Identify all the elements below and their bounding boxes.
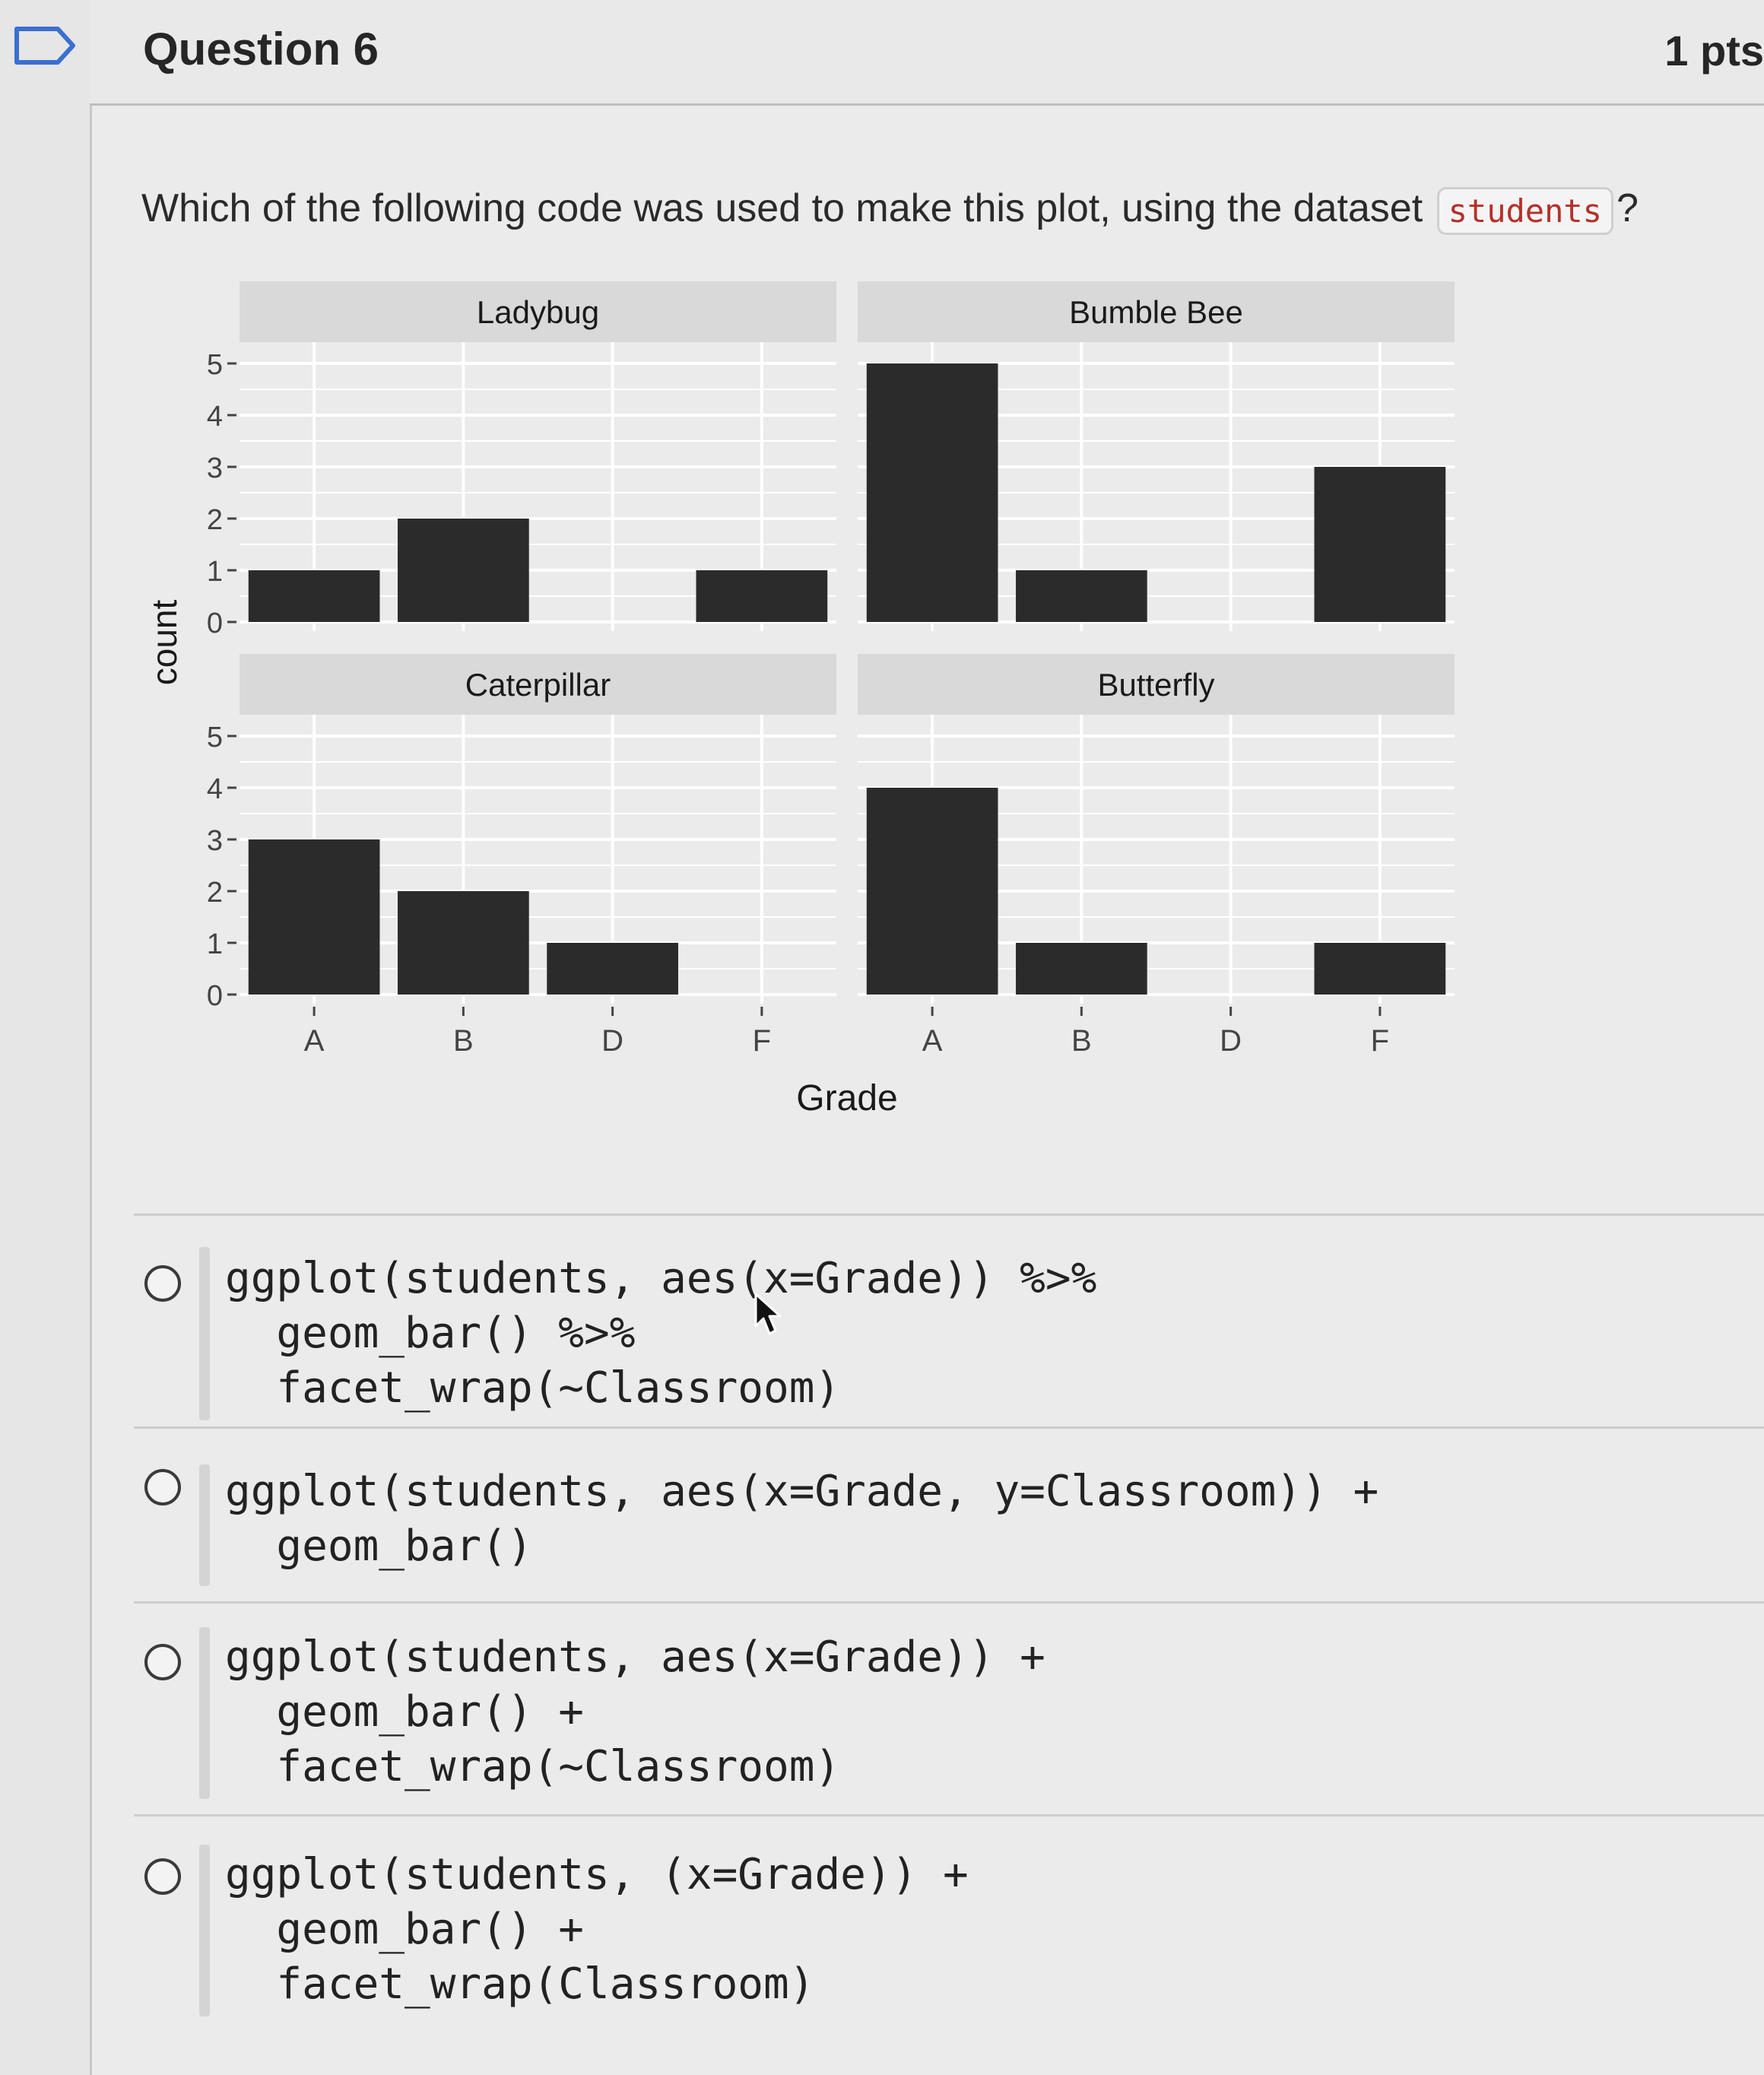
y-tick-label: 4 bbox=[206, 773, 223, 805]
option-code bbox=[225, 1252, 1096, 1416]
facet-label: Caterpillar bbox=[465, 667, 611, 703]
prompt-suffix: ? bbox=[1616, 186, 1639, 230]
plot-svg bbox=[137, 274, 1505, 1156]
facet-label: Ladybug bbox=[476, 294, 600, 330]
option-code bbox=[225, 1464, 1379, 1574]
dataset-code-chip: students bbox=[1437, 187, 1613, 235]
y-tick-label: 5 bbox=[206, 349, 223, 381]
y-tick-label: 2 bbox=[206, 877, 223, 909]
code-line: geom_bar() + bbox=[225, 1687, 585, 1737]
radio-button-icon[interactable] bbox=[144, 1469, 181, 1505]
y-tick-label: 1 bbox=[206, 556, 223, 588]
bar bbox=[1016, 943, 1147, 995]
bar bbox=[867, 788, 998, 995]
bar bbox=[547, 943, 678, 995]
x-tick-label: D bbox=[601, 1024, 624, 1058]
y-tick-label: 5 bbox=[206, 722, 223, 754]
question-points: 1 pts bbox=[1664, 27, 1764, 75]
x-tick-label: A bbox=[922, 1024, 943, 1058]
bar bbox=[249, 839, 380, 995]
y-tick-label: 3 bbox=[206, 452, 223, 484]
code-line: ggplot(students, (x=Grade)) + bbox=[225, 1850, 969, 1899]
facet-bar-plot bbox=[137, 274, 1505, 1156]
x-tick-label: F bbox=[1370, 1024, 1390, 1058]
y-tick-label: 1 bbox=[206, 928, 223, 960]
y-tick-label: 2 bbox=[206, 504, 223, 536]
facet-label: Butterfly bbox=[1097, 667, 1215, 703]
prompt-text: Which of the following code was used to make this plot, using the dataset bbox=[141, 186, 1423, 230]
code-line: geom_bar() bbox=[225, 1521, 533, 1571]
bar bbox=[867, 363, 998, 622]
x-tick-label: B bbox=[453, 1024, 474, 1058]
question-title: Question 6 bbox=[143, 24, 379, 75]
y-tick-label: 4 bbox=[206, 401, 223, 433]
bar bbox=[1315, 467, 1446, 622]
x-tick-label: D bbox=[1220, 1024, 1242, 1058]
code-line: ggplot(students, aes(x=Grade, y=Classroom)) + bbox=[225, 1467, 1379, 1516]
question-header bbox=[90, 0, 1764, 106]
y-axis-title: count bbox=[144, 599, 184, 686]
code-line: geom_bar() %>% bbox=[225, 1309, 636, 1358]
x-tick-label: B bbox=[1071, 1024, 1092, 1058]
code-block-bar bbox=[199, 1845, 210, 2016]
bar bbox=[1315, 943, 1446, 995]
y-tick-label: 3 bbox=[206, 825, 223, 857]
code-line: ggplot(students, aes(x=Grade)) + bbox=[225, 1632, 1045, 1682]
code-line: facet_wrap(~Classroom) bbox=[225, 1742, 841, 1791]
facet-label: Bumble Bee bbox=[1069, 294, 1243, 330]
code-line: ggplot(students, aes(x=Grade)) %>% bbox=[225, 1254, 1097, 1303]
left-rail bbox=[0, 0, 92, 2075]
bar bbox=[249, 570, 380, 622]
bar bbox=[398, 891, 529, 995]
bar bbox=[696, 570, 828, 622]
y-tick-label: 0 bbox=[206, 608, 223, 639]
radio-button-icon[interactable] bbox=[144, 1858, 181, 1895]
radio-button-icon[interactable] bbox=[144, 1644, 181, 1680]
divider bbox=[134, 1601, 1764, 1604]
code-line: facet_wrap(Classroom) bbox=[225, 1959, 815, 2009]
bar bbox=[1016, 570, 1147, 622]
y-tick-label: 0 bbox=[206, 980, 223, 1012]
divider bbox=[134, 1814, 1764, 1816]
code-line: geom_bar() + bbox=[225, 1905, 585, 1954]
option-code bbox=[225, 1630, 1045, 1794]
bookmark-flag-icon[interactable] bbox=[14, 26, 76, 65]
code-block-bar bbox=[199, 1464, 210, 1586]
question-prompt bbox=[141, 186, 1639, 235]
bar bbox=[398, 519, 529, 622]
option-code bbox=[225, 1848, 969, 2012]
radio-button-icon[interactable] bbox=[144, 1265, 181, 1302]
code-block-bar bbox=[199, 1247, 210, 1420]
x-tick-label: F bbox=[752, 1024, 772, 1058]
x-tick-label: A bbox=[303, 1024, 325, 1058]
x-axis-title: Grade bbox=[796, 1078, 898, 1118]
divider bbox=[134, 1214, 1764, 1216]
code-line: facet_wrap(~Classroom) bbox=[225, 1363, 841, 1413]
divider bbox=[134, 1426, 1764, 1429]
mouse-pointer-icon bbox=[753, 1293, 783, 1338]
code-block-bar bbox=[199, 1627, 210, 1799]
